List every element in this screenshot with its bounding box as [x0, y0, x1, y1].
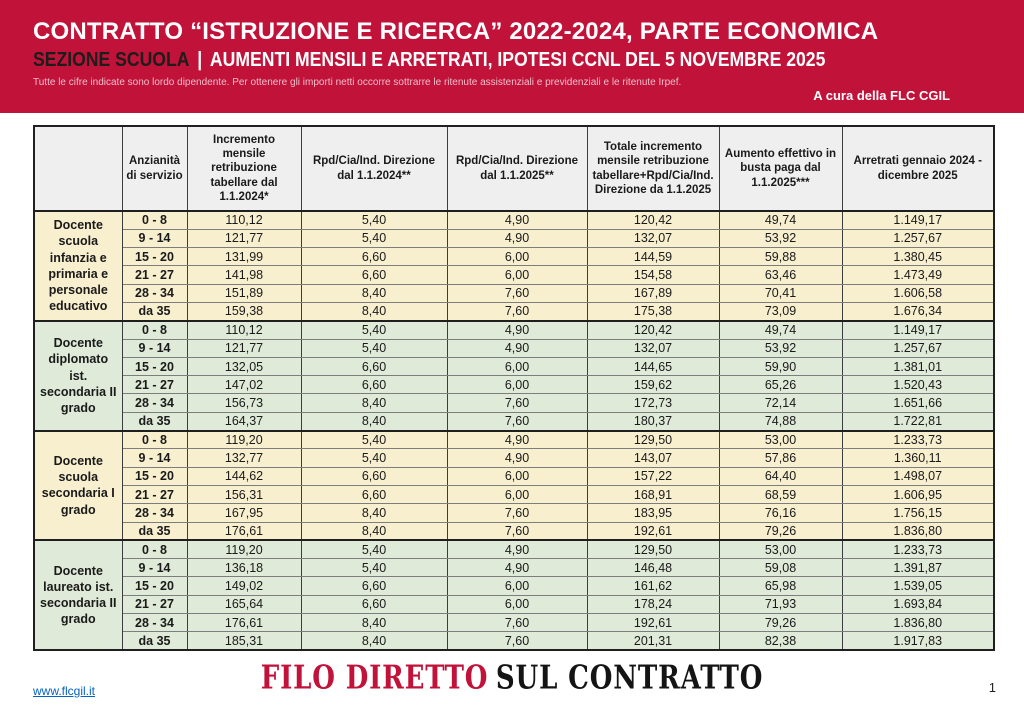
- value-cell: 132,07: [587, 229, 719, 247]
- seniority-cell: da 35: [122, 302, 187, 320]
- value-cell: 119,20: [187, 431, 301, 449]
- column-header-2: Incremento mensile retribuzione tabellare dal 1.1.2024*: [187, 126, 301, 211]
- value-cell: 1.360,11: [842, 449, 994, 467]
- table-row: [34, 284, 994, 302]
- value-cell: 4,90: [447, 339, 587, 357]
- value-cell: 6,00: [447, 577, 587, 595]
- table-row: [34, 632, 994, 650]
- value-cell: 64,40: [719, 467, 842, 485]
- value-cell: 5,40: [301, 229, 447, 247]
- value-cell: 1.693,84: [842, 595, 994, 613]
- table-row: [34, 339, 994, 357]
- value-cell: 5,40: [301, 559, 447, 577]
- value-cell: 1.380,45: [842, 248, 994, 266]
- subtitle-separator: |: [197, 49, 203, 71]
- column-header-3: Rpd/Cia/Ind. Direzione dal 1.1.2024**: [301, 126, 447, 211]
- value-cell: 120,42: [587, 321, 719, 339]
- value-cell: 4,90: [447, 559, 587, 577]
- value-cell: 180,37: [587, 412, 719, 430]
- seniority-cell: 15 - 20: [122, 577, 187, 595]
- table-row: [34, 357, 994, 375]
- value-cell: 1.149,17: [842, 211, 994, 229]
- value-cell: 110,12: [187, 211, 301, 229]
- value-cell: 68,59: [719, 485, 842, 503]
- page-number: 1: [988, 680, 996, 695]
- value-cell: 1.381,01: [842, 357, 994, 375]
- flcgil-link[interactable]: www.flcgil.it: [33, 684, 96, 698]
- value-cell: 7,60: [447, 302, 587, 320]
- table-row: [34, 504, 994, 522]
- value-cell: 144,59: [587, 248, 719, 266]
- table-row: [34, 431, 994, 449]
- value-cell: 5,40: [301, 540, 447, 558]
- value-cell: 8,40: [301, 302, 447, 320]
- value-cell: 8,40: [301, 504, 447, 522]
- value-cell: 172,73: [587, 394, 719, 412]
- value-cell: 1.257,67: [842, 229, 994, 247]
- value-cell: 146,48: [587, 559, 719, 577]
- logo-text-black: SUL CONTRATTO: [495, 658, 764, 698]
- table-row: [34, 559, 994, 577]
- value-cell: 165,64: [187, 595, 301, 613]
- value-cell: 159,62: [587, 376, 719, 394]
- value-cell: 110,12: [187, 321, 301, 339]
- table-row: [34, 266, 994, 284]
- seniority-cell: 9 - 14: [122, 339, 187, 357]
- value-cell: 136,18: [187, 559, 301, 577]
- seniority-cell: 28 - 34: [122, 394, 187, 412]
- salary-table-head: [34, 126, 994, 211]
- value-cell: 73,09: [719, 302, 842, 320]
- value-cell: 4,90: [447, 431, 587, 449]
- value-cell: 6,00: [447, 595, 587, 613]
- value-cell: 178,24: [587, 595, 719, 613]
- seniority-cell: 0 - 8: [122, 431, 187, 449]
- seniority-cell: 15 - 20: [122, 357, 187, 375]
- page-subtitle: [33, 49, 825, 72]
- value-cell: 4,90: [447, 449, 587, 467]
- table-row: [34, 394, 994, 412]
- value-cell: 4,90: [447, 211, 587, 229]
- value-cell: 6,60: [301, 357, 447, 375]
- table-row: [34, 248, 994, 266]
- value-cell: 7,60: [447, 394, 587, 412]
- table-row: [34, 467, 994, 485]
- value-cell: 5,40: [301, 321, 447, 339]
- value-cell: 59,90: [719, 357, 842, 375]
- value-cell: 1.539,05: [842, 577, 994, 595]
- table-row: [34, 449, 994, 467]
- seniority-cell: 9 - 14: [122, 449, 187, 467]
- value-cell: 129,50: [587, 540, 719, 558]
- value-cell: 53,00: [719, 540, 842, 558]
- seniority-cell: 0 - 8: [122, 321, 187, 339]
- value-cell: 79,26: [719, 614, 842, 632]
- column-header-4: Rpd/Cia/Ind. Direzione dal 1.1.2025**: [447, 126, 587, 211]
- value-cell: 7,60: [447, 614, 587, 632]
- header-row: [34, 126, 994, 211]
- seniority-cell: da 35: [122, 632, 187, 650]
- value-cell: 6,60: [301, 266, 447, 284]
- value-cell: 156,31: [187, 485, 301, 503]
- value-cell: 161,62: [587, 577, 719, 595]
- table-row: [34, 321, 994, 339]
- value-cell: 164,37: [187, 412, 301, 430]
- filo-diretto-logo: [82, 659, 942, 697]
- value-cell: 143,07: [587, 449, 719, 467]
- value-cell: 157,22: [587, 467, 719, 485]
- value-cell: 6,00: [447, 485, 587, 503]
- seniority-cell: 28 - 34: [122, 614, 187, 632]
- value-cell: 185,31: [187, 632, 301, 650]
- value-cell: 1.233,73: [842, 431, 994, 449]
- value-cell: 192,61: [587, 522, 719, 540]
- value-cell: 5,40: [301, 211, 447, 229]
- salary-table: [33, 125, 995, 651]
- gross-amounts-note: Tutte le cifre indicate sono lordo dipendente. Per ottenere gli importi netti occorre sottrarre le ritenute assistenziali e previdenziali e le ritenute Irpef.: [33, 77, 682, 88]
- value-cell: 183,95: [587, 504, 719, 522]
- value-cell: 121,77: [187, 229, 301, 247]
- value-cell: 167,95: [187, 504, 301, 522]
- seniority-cell: da 35: [122, 522, 187, 540]
- value-cell: 6,00: [447, 467, 587, 485]
- seniority-cell: 15 - 20: [122, 248, 187, 266]
- table-row: [34, 211, 994, 229]
- value-cell: 74,88: [719, 412, 842, 430]
- value-cell: 8,40: [301, 614, 447, 632]
- value-cell: 65,98: [719, 577, 842, 595]
- value-cell: 1.836,80: [842, 522, 994, 540]
- seniority-cell: 21 - 27: [122, 376, 187, 394]
- value-cell: 1.473,49: [842, 266, 994, 284]
- value-cell: 6,00: [447, 248, 587, 266]
- value-cell: 8,40: [301, 284, 447, 302]
- value-cell: 149,02: [187, 577, 301, 595]
- value-cell: 4,90: [447, 229, 587, 247]
- group-label: Docente diplomato ist. secondaria II grado: [34, 321, 122, 431]
- value-cell: 7,60: [447, 284, 587, 302]
- value-cell: 57,86: [719, 449, 842, 467]
- value-cell: 4,90: [447, 540, 587, 558]
- value-cell: 7,60: [447, 504, 587, 522]
- salary-table-body: [34, 211, 994, 650]
- value-cell: 6,60: [301, 485, 447, 503]
- column-header-7: Arretrati gennaio 2024 - dicembre 2025: [842, 126, 994, 211]
- value-cell: 176,61: [187, 614, 301, 632]
- value-cell: 4,90: [447, 321, 587, 339]
- value-cell: 5,40: [301, 339, 447, 357]
- value-cell: 156,73: [187, 394, 301, 412]
- value-cell: 159,38: [187, 302, 301, 320]
- seniority-cell: 28 - 34: [122, 504, 187, 522]
- value-cell: 53,92: [719, 339, 842, 357]
- value-cell: 7,60: [447, 412, 587, 430]
- table-row: [34, 595, 994, 613]
- value-cell: 132,77: [187, 449, 301, 467]
- seniority-cell: 21 - 27: [122, 485, 187, 503]
- value-cell: 7,60: [447, 632, 587, 650]
- value-cell: 1.917,83: [842, 632, 994, 650]
- value-cell: 8,40: [301, 394, 447, 412]
- value-cell: 72,14: [719, 394, 842, 412]
- value-cell: 59,08: [719, 559, 842, 577]
- group-label: Docente scuola infanzia e primaria e personale educativo: [34, 211, 122, 321]
- value-cell: 176,61: [187, 522, 301, 540]
- table-row: [34, 302, 994, 320]
- table-row: [34, 229, 994, 247]
- table-row: [34, 577, 994, 595]
- seniority-cell: 0 - 8: [122, 211, 187, 229]
- group-label: Docente laureato ist. secondaria II grado: [34, 540, 122, 650]
- value-cell: 151,89: [187, 284, 301, 302]
- value-cell: 1.722,81: [842, 412, 994, 430]
- column-header-1: Anzianità di servizio: [122, 126, 187, 211]
- subtitle-section: SEZIONE SCUOLA: [33, 49, 189, 71]
- seniority-cell: 9 - 14: [122, 559, 187, 577]
- value-cell: 8,40: [301, 632, 447, 650]
- value-cell: 6,60: [301, 577, 447, 595]
- value-cell: 8,40: [301, 412, 447, 430]
- value-cell: 7,60: [447, 522, 587, 540]
- value-cell: 6,60: [301, 467, 447, 485]
- value-cell: 175,38: [587, 302, 719, 320]
- column-header-0: [34, 126, 122, 211]
- value-cell: 119,20: [187, 540, 301, 558]
- value-cell: 65,26: [719, 376, 842, 394]
- value-cell: 1.606,95: [842, 485, 994, 503]
- value-cell: 1.149,17: [842, 321, 994, 339]
- seniority-cell: da 35: [122, 412, 187, 430]
- value-cell: 6,00: [447, 266, 587, 284]
- value-cell: 49,74: [719, 211, 842, 229]
- value-cell: 154,58: [587, 266, 719, 284]
- value-cell: 6,00: [447, 376, 587, 394]
- table-row: [34, 412, 994, 430]
- value-cell: 1.391,87: [842, 559, 994, 577]
- value-cell: 192,61: [587, 614, 719, 632]
- table-row: [34, 376, 994, 394]
- header-banner: [0, 0, 1024, 113]
- value-cell: 53,00: [719, 431, 842, 449]
- value-cell: 6,60: [301, 248, 447, 266]
- value-cell: 132,05: [187, 357, 301, 375]
- value-cell: 167,89: [587, 284, 719, 302]
- value-cell: 1.233,73: [842, 540, 994, 558]
- value-cell: 1.836,80: [842, 614, 994, 632]
- page-title: CONTRATTO “ISTRUZIONE E RICERCA” 2022-2024, PARTE ECONOMICA: [33, 18, 879, 45]
- value-cell: 79,26: [719, 522, 842, 540]
- seniority-cell: 15 - 20: [122, 467, 187, 485]
- subtitle-text: AUMENTI MENSILI E ARRETRATI, IPOTESI CCNL DEL 5 NOVEMBRE 2025: [209, 49, 826, 71]
- table-row: [34, 614, 994, 632]
- value-cell: 1.606,58: [842, 284, 994, 302]
- value-cell: 144,62: [187, 467, 301, 485]
- value-cell: 144,65: [587, 357, 719, 375]
- value-cell: 6,60: [301, 595, 447, 613]
- value-cell: 5,40: [301, 431, 447, 449]
- table-row: [34, 540, 994, 558]
- table-row: [34, 485, 994, 503]
- seniority-cell: 0 - 8: [122, 540, 187, 558]
- value-cell: 5,40: [301, 449, 447, 467]
- seniority-cell: 28 - 34: [122, 284, 187, 302]
- value-cell: 8,40: [301, 522, 447, 540]
- value-cell: 132,07: [587, 339, 719, 357]
- value-cell: 1.651,66: [842, 394, 994, 412]
- value-cell: 120,42: [587, 211, 719, 229]
- value-cell: 1.498,07: [842, 467, 994, 485]
- value-cell: 71,93: [719, 595, 842, 613]
- value-cell: 6,00: [447, 357, 587, 375]
- value-cell: 1.520,43: [842, 376, 994, 394]
- value-cell: 168,91: [587, 485, 719, 503]
- seniority-cell: 9 - 14: [122, 229, 187, 247]
- value-cell: 1.676,34: [842, 302, 994, 320]
- value-cell: 49,74: [719, 321, 842, 339]
- value-cell: 201,31: [587, 632, 719, 650]
- value-cell: 121,77: [187, 339, 301, 357]
- seniority-cell: 21 - 27: [122, 595, 187, 613]
- value-cell: 6,60: [301, 376, 447, 394]
- column-header-6: Aumento effettivo in busta paga dal 1.1.2025***: [719, 126, 842, 211]
- value-cell: 147,02: [187, 376, 301, 394]
- group-label: Docente scuola secondaria I grado: [34, 431, 122, 541]
- value-cell: 59,88: [719, 248, 842, 266]
- value-cell: 129,50: [587, 431, 719, 449]
- seniority-cell: 21 - 27: [122, 266, 187, 284]
- value-cell: 131,99: [187, 248, 301, 266]
- credit-line: A cura della FLC CGIL: [813, 88, 950, 103]
- column-header-5: Totale incremento mensile retribuzione tabellare+Rpd/Cia/Ind. Direzione da 1.1.2025: [587, 126, 719, 211]
- value-cell: 1.257,67: [842, 339, 994, 357]
- logo-text-red: FILO DIRETTO: [260, 658, 489, 698]
- table-row: [34, 522, 994, 540]
- value-cell: 141,98: [187, 266, 301, 284]
- value-cell: 70,41: [719, 284, 842, 302]
- value-cell: 76,16: [719, 504, 842, 522]
- value-cell: 82,38: [719, 632, 842, 650]
- value-cell: 1.756,15: [842, 504, 994, 522]
- value-cell: 63,46: [719, 266, 842, 284]
- value-cell: 53,92: [719, 229, 842, 247]
